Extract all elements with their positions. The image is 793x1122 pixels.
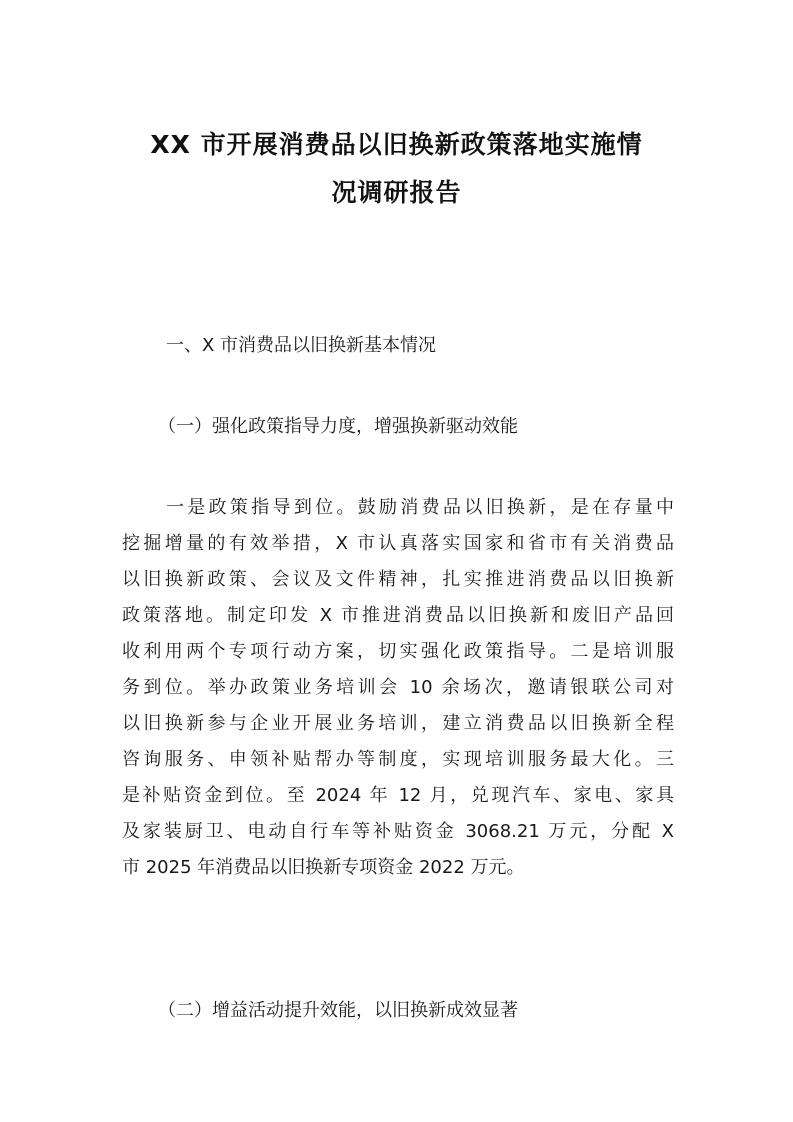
- subsection-heading-2: （二）增益活动提升效能，以旧换新成效显著: [158, 1000, 518, 1021]
- paragraph-line: 务到位。举办政策业务培训会 10 余场次，邀请银联公司对: [122, 677, 674, 698]
- paragraph-line: 以旧换新政策、会议及文件精神，扎实推进消费品以旧换新: [122, 569, 674, 590]
- paragraph-line: 咨询服务、申领补贴帮办等制度，实现培训服务最大化。三: [122, 749, 674, 770]
- paragraph-line: 一是政策指导到位。鼓励消费品以旧换新，是在存量中: [166, 497, 674, 518]
- paragraph-line: 以旧换新参与企业开展业务培训，建立消费品以旧换新全程: [122, 713, 674, 734]
- paragraph-line: 是补贴资金到位。至 2024 年 12 月，兑现汽车、家电、家具: [122, 785, 674, 806]
- subsection-heading-1: （一）强化政策指导力度，增强换新驱动效能: [158, 416, 518, 437]
- paragraph-line: 市 2025 年消费品以旧换新专项资金 2022 万元。: [122, 857, 525, 878]
- document-title-line-1: XX 市开展消费品以旧换新政策落地实施情: [150, 130, 643, 159]
- paragraph-line: 及家装厨卫、电动自行车等补贴资金 3068.21 万元，分配 X: [122, 821, 674, 842]
- paragraph-line: 挖掘增量的有效举措，X 市认真落实国家和省市有关消费品: [122, 533, 674, 554]
- section-heading-1: 一、X 市消费品以旧换新基本情况: [166, 335, 437, 356]
- paragraph-line: 政策落地。制定印发 X 市推进消费品以旧换新和废旧产品回: [122, 605, 674, 626]
- paragraph-line: 收利用两个专项行动方案，切实强化政策指导。二是培训服: [122, 641, 674, 662]
- document-title-line-2: 况调研报告: [331, 178, 462, 207]
